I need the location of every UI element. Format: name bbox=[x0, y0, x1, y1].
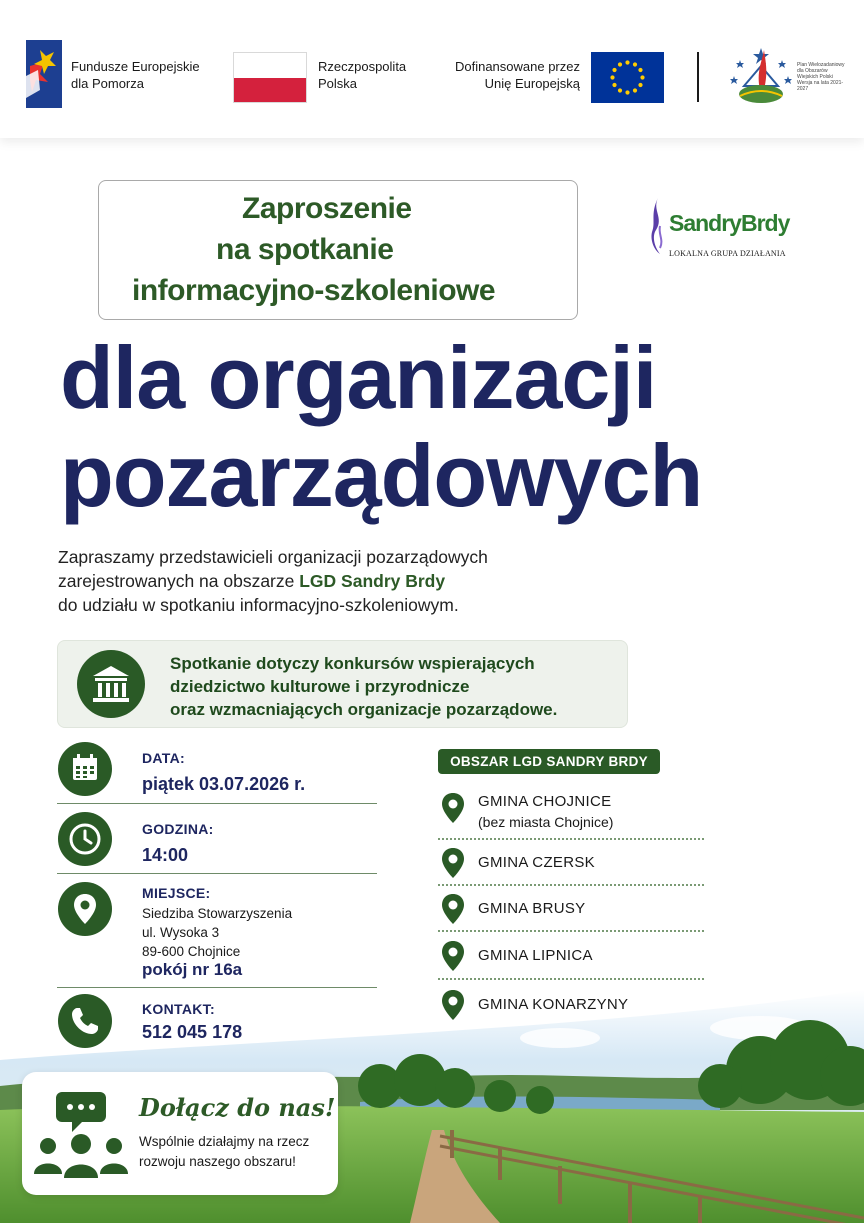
eu-star bbox=[633, 88, 637, 92]
dotted-divider bbox=[438, 930, 704, 932]
prow-logo bbox=[726, 42, 796, 110]
calendar-icon bbox=[58, 742, 112, 796]
eu-cofinancing-text: Dofinansowane przez Unię Europejską bbox=[454, 59, 580, 91]
eu-star bbox=[638, 68, 642, 72]
join-text: Wspólnie działajmy na rzecz rozwoju naszego obszaru! bbox=[139, 1134, 310, 1169]
area-item-name: GMINA KONARZYNY bbox=[478, 996, 629, 1013]
dotted-divider bbox=[438, 978, 704, 980]
eu-star bbox=[612, 68, 616, 72]
contact-label: KONTAKT: bbox=[142, 1001, 215, 1017]
headline-line-1: dla organizacji bbox=[60, 328, 657, 427]
dotted-divider bbox=[438, 838, 704, 840]
area-item-name: GMINA CZERSK bbox=[478, 854, 595, 871]
prow-text: Plan Wielozadaniowy dla Obszarów Wiejskich Polski Wersja na lata 2021-2027 bbox=[797, 62, 845, 92]
time-label: GODZINA: bbox=[142, 821, 214, 837]
area-badge: OBSZAR LGD SANDRY BRDY bbox=[438, 749, 660, 774]
rzeczpospolita-text: Rzeczpospolita Polska bbox=[318, 59, 407, 91]
eu-star bbox=[618, 62, 622, 66]
lgd-name-highlight: LGD Sandry Brdy bbox=[299, 571, 446, 591]
institution-icon bbox=[77, 650, 145, 718]
community-chat-icon bbox=[34, 1088, 128, 1180]
clock-icon bbox=[58, 812, 112, 866]
eu-star bbox=[612, 83, 616, 87]
invitation-line-2: na spotkanie bbox=[216, 233, 394, 266]
divider bbox=[57, 987, 377, 988]
date-label: DATA: bbox=[142, 750, 185, 766]
eu-star bbox=[610, 75, 614, 79]
fundusze-europejskie-text: Fundusze Europejskie dla Pomorza bbox=[71, 59, 200, 91]
contact-phone: 512 045 178 bbox=[142, 1022, 243, 1042]
place-address: Siedziba Stowarzyszenia ul. Wysoka 3 89-600 Chojnice bbox=[142, 906, 293, 959]
headline-line-2: pozarządowych bbox=[60, 426, 703, 525]
area-item-name: GMINA LIPNICA bbox=[478, 947, 593, 964]
fundusze-europejskie-logo bbox=[26, 40, 62, 108]
eu-star bbox=[633, 62, 637, 66]
area-item-name: GMINA BRUSY bbox=[478, 900, 586, 917]
logo-separator bbox=[697, 52, 699, 102]
area-item-name: GMINA CHOJNICE bbox=[478, 793, 612, 810]
date-value: piątek 03.07.2026 r. bbox=[142, 774, 306, 794]
dotted-divider bbox=[438, 884, 704, 886]
time-value: 14:00 bbox=[142, 845, 189, 865]
intro-paragraph: Zapraszamy przedstawicieli organizacji pozarządowych zarejestrowanych na obszarze LGD Sandry Brdy do udziału w spotkaniu informacyjno-szkoleniowym. bbox=[58, 547, 488, 615]
map-pin-icon bbox=[440, 847, 466, 879]
eu-star bbox=[625, 60, 629, 64]
location-pin-icon bbox=[58, 882, 112, 936]
invitation-line-3: informacyjno-szkoleniowe bbox=[132, 274, 496, 307]
map-pin-icon bbox=[440, 792, 466, 824]
topic-text: Spotkanie dotyczy konkursów wspierających dziedzictwo kulturowe i przyrodnicze oraz wzmacniających organizacje pozarządowe. bbox=[170, 654, 558, 719]
area-item-note: (bez miasta Chojnice) bbox=[478, 814, 614, 830]
eu-star bbox=[638, 83, 642, 87]
eu-star bbox=[640, 75, 644, 79]
lgd-logo-name: SandryBrdy bbox=[669, 210, 790, 236]
join-title: Dołącz do nas! bbox=[139, 1093, 336, 1122]
eu-star bbox=[625, 90, 629, 94]
eu-star bbox=[618, 88, 622, 92]
divider bbox=[57, 873, 377, 874]
divider bbox=[57, 803, 377, 804]
poland-flag bbox=[233, 52, 307, 103]
map-pin-icon bbox=[440, 940, 466, 972]
eu-flag bbox=[591, 52, 664, 103]
map-pin-icon bbox=[440, 893, 466, 925]
place-room: pokój nr 16a bbox=[142, 960, 243, 979]
invitation-line-1: Zaproszenie bbox=[242, 192, 412, 225]
place-label: MIEJSCE: bbox=[142, 885, 211, 901]
lgd-logo-subtitle: LOKALNA GRUPA DZIAŁANIA bbox=[669, 249, 786, 258]
flame-icon bbox=[648, 196, 668, 258]
